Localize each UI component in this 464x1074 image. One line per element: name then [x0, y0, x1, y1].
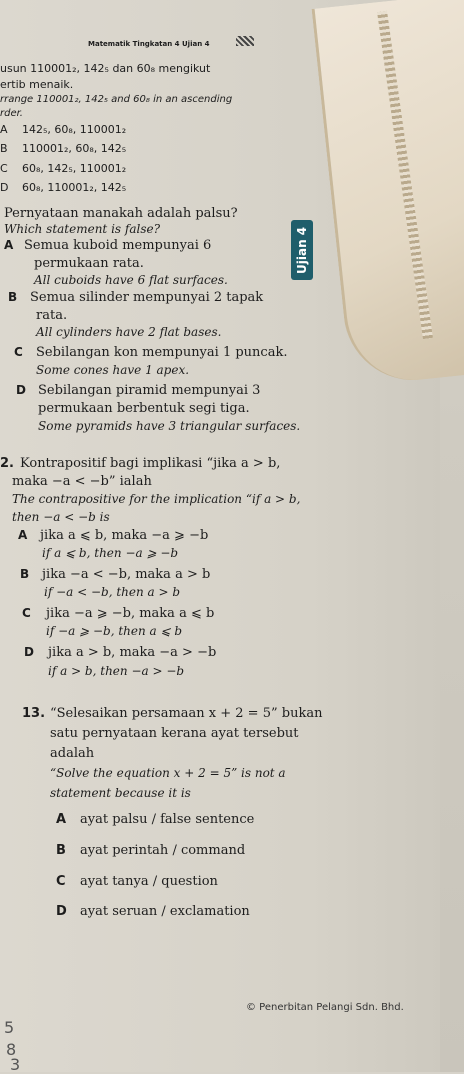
q11-text-ms-2: ertib menaik.	[0, 78, 74, 91]
q13-question-en: “Solve the equation x + 2 = 5” is not a	[50, 766, 286, 780]
q12b-number: 2.	[0, 456, 14, 471]
q12-option-d-label: D	[16, 383, 26, 397]
q13-number: 13.	[22, 706, 46, 721]
q11-option-c-label: C	[0, 162, 8, 175]
q12b-option-d-ms: jika a > b, maka −a > −b	[48, 645, 217, 660]
q11-option-b-label: B	[0, 142, 8, 155]
q11-option-d-label: D	[0, 181, 9, 194]
q13-option-a-label: A	[56, 812, 67, 827]
q12b-question-en: The contrapositive for the implication “if a > b,	[12, 492, 301, 506]
q12-option-c-ms: Sebilangan kon mempunyai 1 puncak.	[36, 345, 288, 360]
handwritten-page-mark: 5	[4, 1018, 15, 1037]
q12-option-b-ms: Semua silinder mempunyai 2 tapak	[30, 290, 264, 305]
q12-option-c-label: C	[14, 345, 23, 359]
q12-option-c-en: Some cones have 1 apex.	[36, 363, 190, 377]
q13-option-b: ayat perintah / command	[80, 843, 246, 858]
q12b-option-b-label: B	[20, 567, 30, 581]
q12b-option-a-ms: jika a ⩽ b, maka −a ⩾ −b	[40, 528, 209, 543]
q12-option-d-en: Some pyramids have 3 triangular surfaces.	[38, 419, 301, 433]
header-pattern-icon	[236, 36, 254, 46]
q11-option-c: 60₈, 142₅, 110001₂	[22, 162, 127, 175]
q13-question-ms-3: adalah	[50, 746, 95, 761]
q12b-option-b-ms: jika −a < −b, maka a > b	[42, 567, 211, 582]
q12-option-b-en: All cylinders have 2 flat bases.	[36, 325, 222, 339]
q13-option-c-label: C	[56, 874, 66, 889]
q11-option-a-label: A	[0, 123, 8, 136]
q12-option-b-label: B	[8, 290, 18, 304]
q12b-option-b-en: if −a < −b, then a > b	[44, 585, 181, 599]
q12b-option-c-label: C	[22, 606, 31, 620]
q12b-option-c-ms: jika −a ⩾ −b, maka a ⩽ b	[46, 606, 215, 621]
q13-question-en-2: statement because it is	[50, 786, 191, 800]
q13-option-b-label: B	[56, 843, 66, 858]
q12b-option-a-label: A	[18, 528, 28, 542]
q12-option-a-ms-2: permukaan rata.	[34, 256, 144, 271]
q12-option-d-ms: Sebilangan piramid mempunyai 3	[38, 383, 261, 398]
q13-question-ms-2: satu pernyataan kerana ayat tersebut	[50, 726, 299, 741]
q11-option-d: 60₈, 110001₂, 142₅	[22, 181, 127, 194]
q13-option-d: ayat seruan / exclamation	[80, 904, 250, 919]
q12b-option-c-en: if −a ⩾ −b, then a ⩽ b	[46, 624, 183, 638]
q12-option-a-label: A	[4, 238, 14, 252]
q12-option-b-ms-2: rata.	[36, 308, 68, 323]
q12-question-ms: Pernyataan manakah adalah palsu?	[4, 206, 238, 221]
q11-text-en-2: rder.	[0, 108, 23, 119]
q12-option-a-en: All cuboids have 6 flat surfaces.	[34, 273, 228, 287]
q12b-question-ms: Kontrapositif bagi implikasi “jika a > b,	[20, 456, 281, 471]
page-tab-sticker: Ujian 4	[291, 220, 313, 280]
q12-question-en: Which statement is false?	[4, 222, 161, 236]
q12-option-a-ms: Semua kuboid mempunyai 6	[24, 238, 212, 253]
handwritten-mark-2: 3	[10, 1055, 21, 1074]
q11-option-b: 110001₂, 60₈, 142₅	[22, 142, 127, 155]
q11-text-ms: usun 110001₂, 142₅ dan 60₈ mengikut	[0, 62, 211, 75]
publisher-credit: © Penerbitan Pelangi Sdn. Bhd.	[246, 1002, 404, 1013]
q11-text-en: rrange 110001₂, 142₅ and 60₈ in an ascending	[0, 94, 233, 105]
q12b-option-d-en: if a > b, then −a > −b	[48, 664, 185, 678]
q12-option-d-ms-2: permukaan berbentuk segi tiga.	[38, 401, 250, 416]
q13-option-a: ayat palsu / false sentence	[80, 812, 255, 827]
handwritten-mark-1: 8	[6, 1040, 17, 1059]
q12b-question-en-2: then −a < −b is	[12, 510, 110, 524]
q13-option-c: ayat tanya / question	[80, 874, 218, 889]
q11-option-a: 142₅, 60₈, 110001₂	[22, 123, 127, 136]
q12b-question-ms-2: maka −a < −b” ialah	[12, 474, 152, 489]
q13-question-ms: “Selesaikan persamaan x + 2 = 5” bukan	[50, 706, 323, 721]
q12b-option-a-en: if a ⩽ b, then −a ⩾ −b	[42, 546, 179, 560]
q12b-option-d-label: D	[24, 645, 34, 659]
page-header: Matematik Tingkatan 4 Ujian 4	[88, 40, 210, 48]
q13-option-d-label: D	[56, 904, 67, 919]
